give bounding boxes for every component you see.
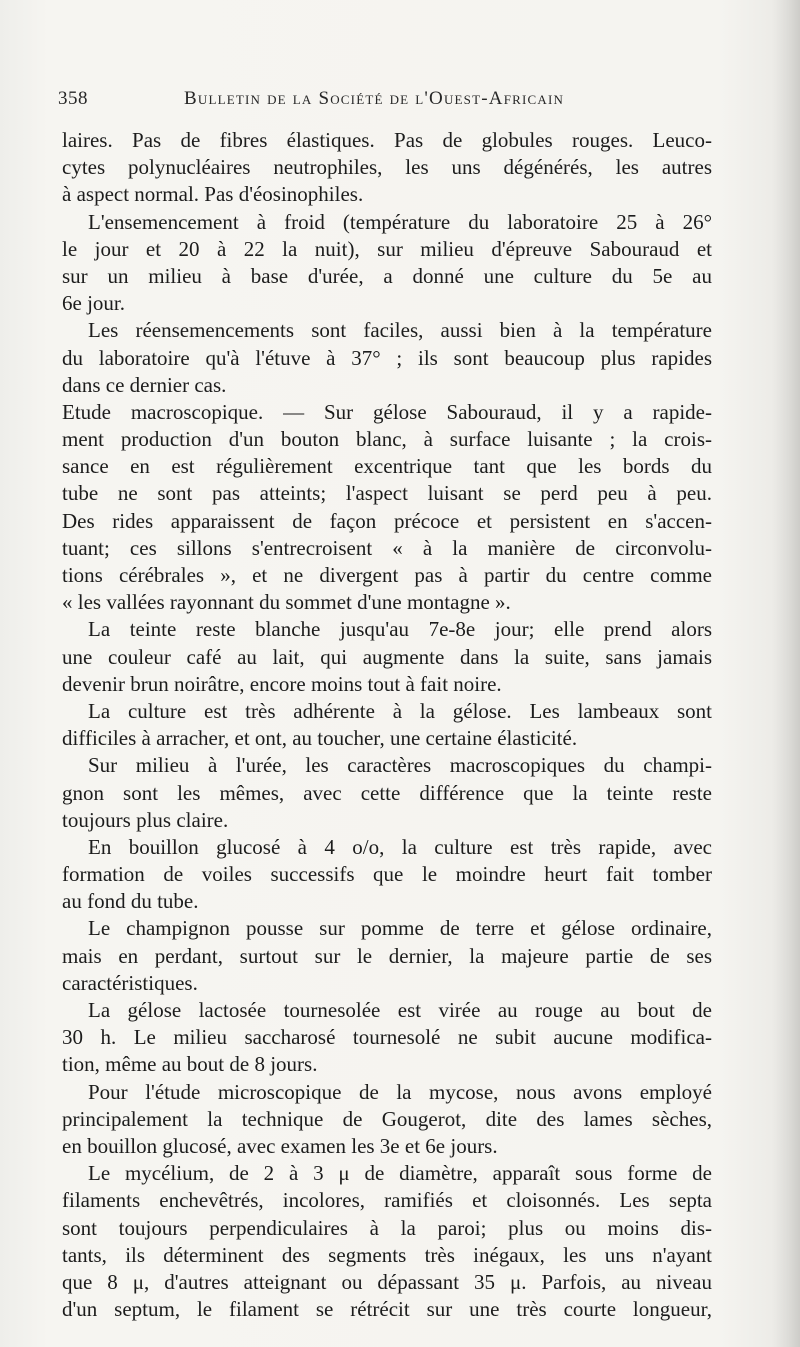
text-line: La culture est très adhérente à la gélose. Les lambeaux sont: [88, 698, 712, 723]
text-line: Etude macroscopique. — Sur gélose Sabouraud, il y a rapide-: [62, 399, 712, 424]
text-line: Pour l'étude microscopique de la mycose, nous avons employé: [88, 1079, 712, 1104]
text-line: sance en est régulièrement excentrique tant que les bords du: [62, 454, 712, 479]
text-line: toujours plus claire.: [62, 807, 229, 832]
text-line: tube ne sont pas atteints; l'aspect luisant se perd peu à peu.: [62, 481, 712, 506]
text-line: le jour et 20 à 22 la nuit), sur milieu d'épreuve Sabouraud et: [62, 236, 712, 261]
text-line: au fond du tube.: [62, 889, 199, 914]
page-number: 358: [58, 88, 88, 109]
text-line: En bouillon glucosé à 4 o/o, la culture est très rapide, avec: [88, 834, 712, 859]
text-line: principalement la technique de Gougerot, dite des lames sèches,: [62, 1106, 712, 1131]
text-line: tions cérébrales », et ne divergent pas à partir du centre comme: [62, 563, 712, 587]
text-line: « les vallées rayonnant du sommet d'une montagne ».: [62, 590, 511, 615]
text-line: difficiles à arracher, et ont, au toucher, une certaine élasticité.: [62, 726, 578, 751]
text-line: devenir brun noirâtre, encore moins tout à fait noire.: [62, 671, 502, 696]
text-line: filaments enchevêtrés, incolores, ramifiés et cloisonnés. Les septa: [62, 1188, 712, 1213]
text-line: gnon sont les mêmes, avec cette différence que la teinte reste: [62, 780, 712, 805]
text-line: sur un milieu à base d'urée, a donné une culture du 5e au: [62, 263, 712, 288]
text-line: Les réensemencements sont faciles, aussi bien à la température: [88, 318, 712, 343]
text-line: ment production d'un bouton blanc, à surface luisante ; la crois-: [62, 427, 712, 452]
body-text: [62, 127, 712, 1323]
text-line: que 8 μ, d'autres atteignant ou dépassant 35 μ. Parfois, au niveau: [62, 1269, 712, 1294]
text-line: sont toujours perpendiculaires à la paroi; plus ou moins dis-: [62, 1215, 712, 1240]
text-line: Le mycélium, de 2 à 3 μ de diamètre, apparaît sous forme de: [88, 1161, 712, 1186]
text-line: du laboratoire qu'à l'étuve à 37° ; ils sont beaucoup plus rapides: [62, 345, 712, 370]
text-line: laires. Pas de fibres élastiques. Pas de globules rouges. Leuco-: [62, 128, 712, 152]
text-line: une couleur café au lait, qui augmente dans la suite, sans jamais: [62, 644, 712, 669]
text-line: Sur milieu à l'urée, les caractères macroscopiques du champi-: [88, 753, 712, 778]
text-line: Le champignon pousse sur pomme de terre et gélose ordinaire,: [88, 916, 712, 941]
text-line: caractéristiques.: [62, 970, 198, 995]
text-line: 30 h. Le milieu saccharosé tournesolé ne subit aucune modifica-: [62, 1025, 712, 1050]
text-line: tants, ils déterminent des segments très inégaux, les uns n'ayant: [62, 1242, 712, 1267]
text-line: d'un septum, le filament se rétrécit sur une très courte longueur,: [62, 1297, 712, 1322]
text-line: La teinte reste blanche jusqu'au 7e-8e jour; elle prend alors: [88, 617, 712, 642]
text-line: 6e jour.: [62, 291, 125, 316]
text-line: formation de voiles successifs que le moindre heurt fait tomber: [62, 862, 712, 887]
text-line: La gélose lactosée tournesolée est virée au rouge au bout de: [88, 998, 712, 1022]
text-line: mais en perdant, surtout sur le dernier, la majeure partie de ses: [62, 943, 712, 968]
running-head: Bulletin de la Société de l'Ouest-Africain: [184, 88, 565, 109]
text-line: cytes polynucléaires neutrophiles, les uns dégénérés, les autres: [62, 155, 712, 180]
page-header: [58, 86, 758, 116]
text-line: dans ce dernier cas.: [62, 372, 227, 397]
page-gutter-shadow: [772, 0, 800, 1347]
text-line: tion, même au bout de 8 jours.: [62, 1052, 318, 1077]
text-line: à aspect normal. Pas d'éosinophiles.: [62, 182, 364, 207]
text-line: L'ensemencement à froid (température du laboratoire 25 à 26°: [88, 209, 712, 234]
text-line: en bouillon glucosé, avec examen les 3e et 6e jours.: [62, 1133, 498, 1158]
text-line: Des rides apparaissent de façon précoce et persistent en s'accen-: [62, 508, 712, 533]
text-line: tuant; ces sillons s'entrecroisent « à la manière de circonvolu-: [62, 535, 712, 560]
